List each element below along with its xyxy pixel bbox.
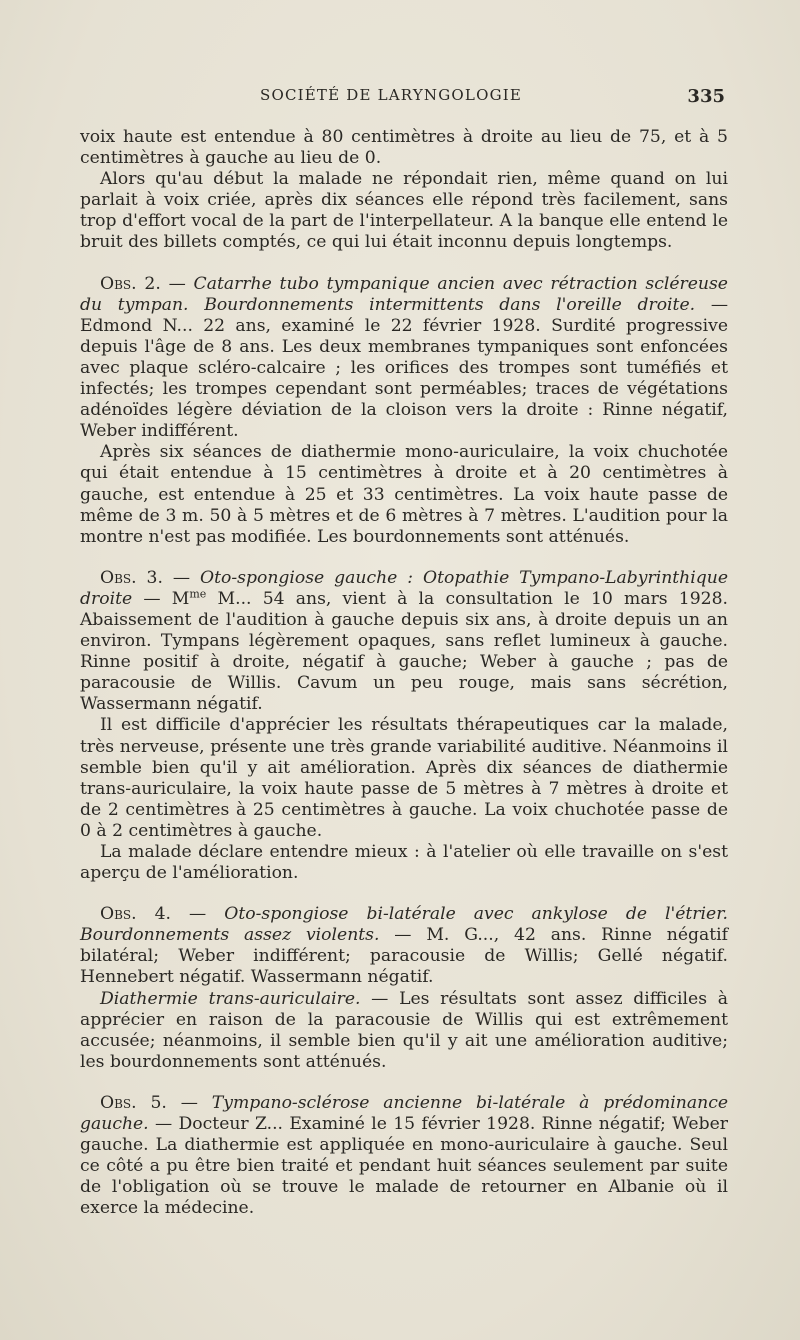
obs-4-p2-title: Diathermie trans-auriculaire. bbox=[100, 988, 361, 1009]
obs-4-title: Oto-spongiose bi-latérale avec ankylose de l'étrier. Bourdonnements assez violents. bbox=[80, 904, 728, 946]
running-title: SOCIÉTÉ DE LARYNGOLOGIE bbox=[260, 86, 523, 104]
page-body bbox=[80, 127, 728, 1220]
page-number: 335 bbox=[687, 86, 725, 107]
paragraph-2: Alors qu'au début la malade ne répondait rien, même quand on lui parlait à voix criée, après dix séances elle répond très facilement, sans trop d'effort vocal de la part de l'interpellateur. A la banque elle entend le bruit des billets comptés, ce qui lui était inconnu depuis longtemps. bbox=[80, 169, 728, 253]
obs-5-label: Obs. 5. bbox=[100, 1092, 167, 1113]
obs-2-paragraph-2: Après six séances de diathermie mono-auriculaire, la voix chuchotée qui était entendue à 15 centimètres à droite et à 20 centimètres à gauche, est entendue à 25 et 33 centimètres. La voix haute passe de même de 3 m. 50 à 5 mètres et de 6 mètres à 7 mètres. L'audition pour la montre n'est pas modifiée. Les bourdonnements sont atténués. bbox=[80, 442, 728, 547]
obs-2-label: Obs. 2. bbox=[100, 273, 161, 294]
observation-3: Obs. 3. — Oto-spongiose gauche : Otopathie Tympano-Labyrinthique droite — $M^{me}$ M... 54 ans, vient à la consultation le 10 mars 1928. Abaissement de l'audition à gauche depuis six ans, à droite depuis un an environ. Tympans légèrement opaques, sans reflet lumineux à gauche. Rinne positif à droite, négatif à gauche; Weber à gauche ; pas de paracousie de Willis. Cavum un peu rouge, mais sans sécrétion, Wassermann négatif. bbox=[80, 567, 729, 715]
obs-3-mme-sup: me bbox=[189, 587, 207, 601]
observation-5: Obs. 5. — Tympano-sclérose ancienne bi-latérale à prédominance gauche. — Docteur Z... Examiné le 15 février 1928. Rinne négatif; Weber gauche. La diathermie est appliquée en mono-auriculaire à gauche. Seul ce côté a pu être bien traité et pendant huit séances seulement par suite de l'obligation où se trouve le malade de retourner en Albanie où il exerce la médecine. bbox=[80, 1092, 728, 1219]
paragraph-1: voix haute est entendue à 80 centimètres à droite au lieu de 75, et à 5 centimètres à gauche au lieu de 0. bbox=[80, 127, 728, 169]
obs-3-mme: M bbox=[171, 588, 190, 609]
obs-5-title: Tympano-sclérose ancienne bi-latérale à prédominance gauche. bbox=[80, 1092, 728, 1135]
obs-4-paragraph-2: Diathermie trans-auriculaire. — Les résultats sont assez difficiles à apprécier en raison de la paracousie de Willis qui est extrêmement accusée; néanmoins, il semble bien qu'il y ait une amélioration auditive; les bourdonnements sont atténués. bbox=[80, 988, 728, 1072]
observation-2: Obs. 2. — Catarrhe tubo tympanique ancien avec rétraction scléreuse du tympan. Bourdonnements intermittents dans l'oreille droite. — Edmond N... 22 ans, examiné le 22 février 1928. Surdité progressive depuis l'âge de 8 ans. Les deux membranes tympaniques sont enfoncées avec plaque scléro-calcaire ; les orifices des trompes sont tuméfiés et infectés; les trompes cependant sont perméables; traces de végétations adénoïdes légère déviation de la cloison vers la droite : Rinne négatif, Weber indifférent. bbox=[80, 273, 729, 442]
obs-4-p2-text: Les résultats sont assez difficiles à apprécier en raison de la paracousie de Willis qui est extrêmement accusée; néanmoins, il semble bien qu'il y ait une amélioration auditive; les bourdonnements sont atténués. bbox=[80, 988, 728, 1072]
obs-3-label: Obs. 3. bbox=[100, 567, 163, 588]
obs-5-text: Docteur Z... Examiné le 15 février 1928. Rinne négatif; Weber gauche. La diathermie est appliquée en mono-auriculaire à gauche. Seul ce côté a pu être bien traité et pendant huit séances seulement par suite de l'obligation où se trouve le malade de retourner en Albanie où il exerce la médecine. bbox=[80, 1114, 728, 1219]
obs-3-paragraph-3: La malade déclare entendre mieux : à l'atelier où elle travaille on s'est aperçu de l'amélioration. bbox=[80, 842, 728, 884]
obs-2-text: Edmond N... 22 ans, examiné le 22 février 1928. Surdité progressive depuis l'âge de 8 ans. Les deux membranes tympaniques sont enfoncées avec plaque scléro-calcaire ; les orifices des trompes sont tuméfiés et infectés; les trompes cependant sont perméables; traces de végétations adénoïdes légère déviation de la cloison vers la droite : Rinne négatif, Weber indifférent. bbox=[80, 315, 728, 442]
obs-3-paragraph-2: Il est difficile d'apprécier les résultats thérapeutiques car la malade, très nerveuse, présente une très grande variabilité auditive. Néanmoins il semble bien qu'il y ait amélioration. Après dix séances de diathermie trans-auriculaire, la voix haute passe de 5 mètres à 7 mètres à droite et de 2 centimètres à 25 centimètres à gauche. La voix chuchotée passe de 0 à 2 centimètres à gauche. bbox=[80, 715, 728, 841]
obs-4-label: Obs. 4. bbox=[100, 904, 172, 925]
obs-2-title: Catarrhe tubo tympanique ancien avec rétraction scléreuse du tympan. Bourdonnements intermittents dans l'oreille droite. bbox=[80, 273, 728, 315]
obs-3-title: Oto-spongiose gauche : Otopathie Tympano-Labyrinthique droite bbox=[80, 567, 728, 609]
obs-3-text: M... 54 ans, vient à la consultation le 10 mars 1928. Abaissement de l'audition à gauche depuis six ans, à droite depuis un an environ. Tympans légèrement opaques, sans reflet lumineux à gauche. Rinne positif à droite, négatif à gauche; Weber à gauche ; pas de paracousie de Willis. Cavum un peu rouge, mais sans sécrétion, Wassermann négatif. bbox=[80, 588, 729, 715]
observation-4: Obs. 4. — Oto-spongiose bi-latérale avec ankylose de l'étrier. Bourdonnements assez violents. — M. G..., 42 ans. Rinne négatif bilatéral; Weber indifférent; paracousie de Willis; Gellé négatif. Hennebert négatif. Wassermann négatif. bbox=[80, 904, 729, 988]
running-header bbox=[80, 86, 725, 110]
obs-4-text: M. G..., 42 ans. Rinne négatif bilatéral; Weber indifférent; paracousie de Willis; Gellé négatif. Hennebert négatif. Wassermann négatif. bbox=[80, 925, 729, 988]
